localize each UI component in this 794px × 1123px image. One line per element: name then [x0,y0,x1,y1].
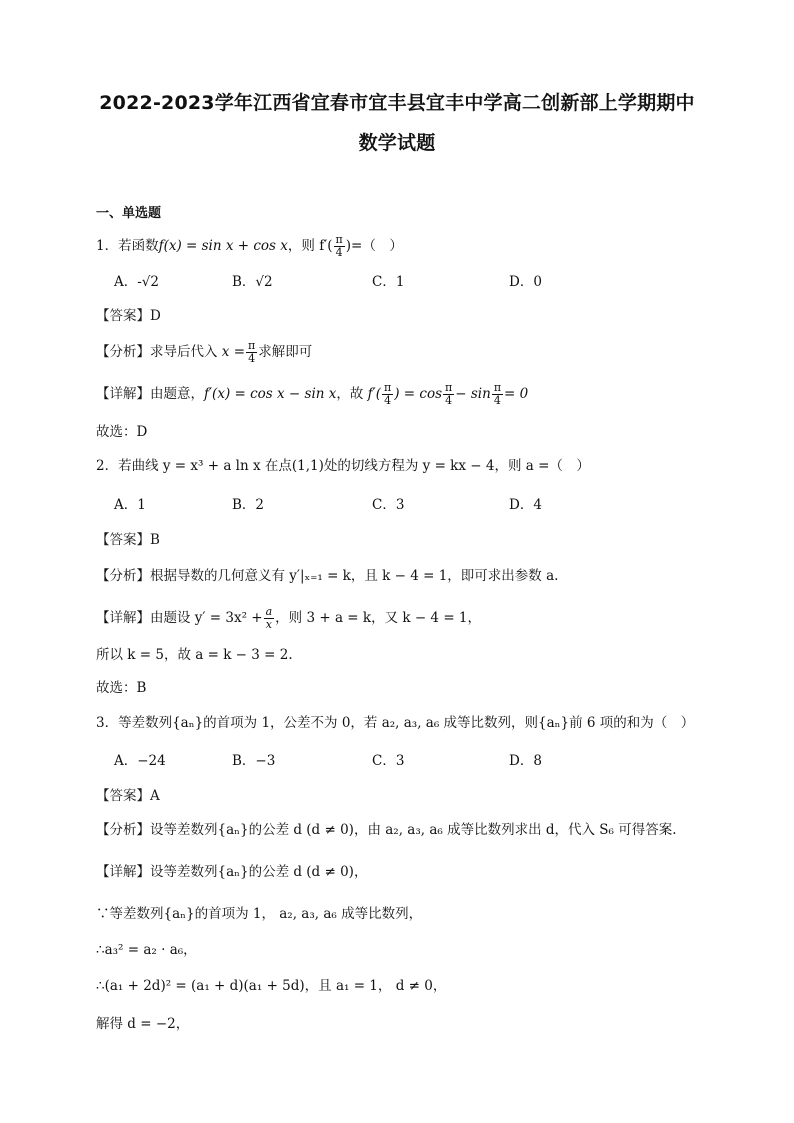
q1-analysis-a: 【分析】求导后代入 [96,344,218,360]
q1-detail-c: f′( [367,386,382,402]
q2-answer: 【答案】B [96,532,160,548]
q1-analysis-fraction [246,340,257,365]
q2-conclusion: 故选：B [96,680,147,696]
q1-analysis-math: x = [221,344,246,360]
q2-option-c: C．3 [372,497,405,513]
q2-line-2: 所以 k = 5，故 a = k − 3 = 2. [96,647,293,663]
q1-detail-fraction-2 [443,382,454,407]
q1-option-d: D．0 [509,274,542,290]
q2-detail-a: 【详解】由题设 y′ = 3x² + [96,610,263,626]
q1-option-b: B．√2 [232,274,273,290]
q2-stem: 2．若曲线 y = x³ + a ln x 在点(1,1)处的切线方程为 y = kx − 4，则 a =（ ） [96,458,590,474]
q3-line-1: ∵等差数列{aₙ}的首项为 1， a₂, a₃, a₆ 成等比数列， [96,906,423,922]
q3-option-c: C．3 [372,753,405,769]
q1-stem-c: )=（ ） [345,238,403,254]
q1-detail-frac2-num: π [445,381,453,394]
q1-option-a: A．-√2 [114,274,160,290]
q1-answer: 【答案】D [96,308,161,324]
q3-analysis: 【分析】设等差数列{aₙ}的公差 d (d ≠ 0)，由 a₂, a₃, a₆ 成等比数列求出 d，代入 S₆ 可得答案. [96,822,677,838]
q2-option-b: B．2 [232,497,265,513]
q3-line-3: ∴(a₁ + 2d)² = (a₁ + d)(a₁ + 5d)，且 a₁ = 1， d ≠ 0， [96,978,447,994]
q3-detail: 【详解】设等差数列{aₙ}的公差 d (d ≠ 0)， [96,864,368,880]
q1-stem-b: ，则 f′( [287,238,333,254]
q1-detail-e: − sin [455,386,491,402]
q3-line-2: ∴a₃² = a₂ · a₆， [96,942,197,958]
q1-analysis-b: 求解即可 [258,344,313,360]
q1-detail-b: ，故 [336,386,364,402]
q1-stem [96,234,403,259]
q1-detail-frac1-den: 4 [384,394,392,407]
q2-analysis: 【分析】根据导数的几何意义有 y′|ₓ₌₁ = k，且 k − 4 = 1，即可求出参数 a. [96,568,559,584]
title-line-2: 数学试题 [358,132,436,154]
q1-detail-frac2-den: 4 [445,394,453,407]
q3-answer: 【答案】A [96,788,160,804]
q1-option-c: C．1 [372,274,405,290]
q1-frac-num: π [335,233,343,246]
q3-line-4: 解得 d = −2， [96,1016,190,1032]
q3-option-a: A．−24 [114,753,166,769]
q1-conclusion: 故选：D [96,424,148,440]
q2-detail-b: ，则 3 + a = k，又 k − 4 = 1， [275,610,482,626]
q1-detail-fraction-1 [382,382,393,407]
q1-detail [96,382,528,407]
q2-detail [96,606,481,631]
q1-detail-frac3-den: 4 [493,394,501,407]
q1-analysis-frac-num: π [248,339,256,352]
q2-detail-frac-num: a [265,605,273,618]
q1-detail-frac3-num: π [493,381,502,394]
q1-detail-math: f′(x) = cos x − sin x [204,386,337,402]
q2-option-a: A．1 [114,497,146,513]
q2-option-d: D．4 [509,497,542,513]
q3-option-d: D．8 [509,753,542,769]
q1-detail-d: ) = cos [394,386,443,402]
title-line-1: 2022-2023学年江西省宜春市宜丰县宜丰中学高二创新部上学期期中 [99,92,695,114]
q3-stem: 3．等差数列{aₙ}的首项为 1，公差不为 0，若 a₂, a₃, a₆ 成等比数列，则{aₙ}前 6 项的和为（ ） [96,715,695,731]
section-heading: 一、单选题 [96,206,162,221]
q1-analysis-frac-den: 4 [248,352,256,365]
q1-stem-fraction [334,234,345,259]
q1-stem-math: f(x) = sin x + cos x [158,238,288,254]
q2-detail-fraction [264,606,275,631]
q1-analysis [96,340,312,365]
q1-detail-frac1-num: π [384,381,392,394]
q1-detail-f: = 0 [504,386,529,402]
q3-option-b: B．−3 [232,753,276,769]
q2-detail-frac-den: x [265,618,272,631]
q1-detail-a: 【详解】由题意， [96,386,204,402]
q1-detail-fraction-3 [492,382,503,407]
q1-frac-den: 4 [335,246,343,259]
q1-stem-a: 1．若函数 [96,238,159,254]
